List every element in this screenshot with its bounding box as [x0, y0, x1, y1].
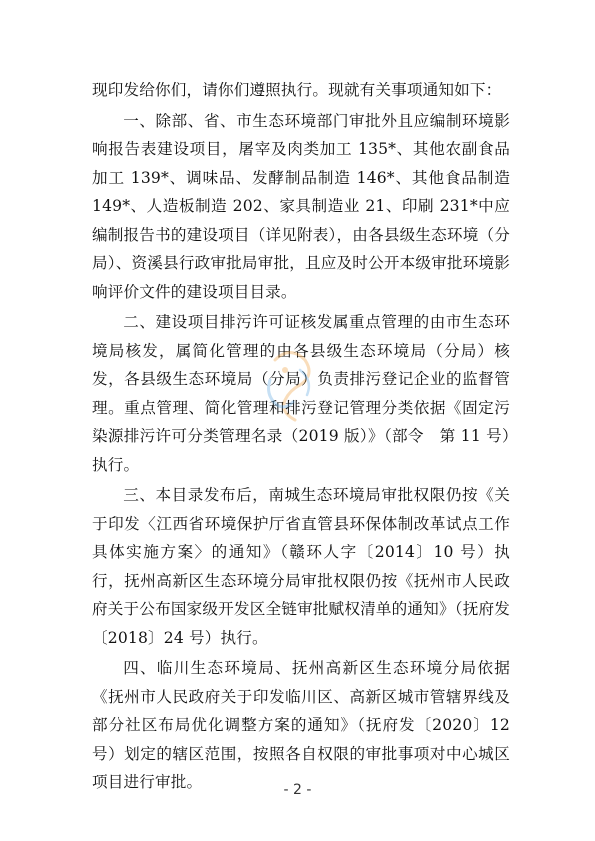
page-number: - 2 - — [283, 782, 312, 798]
paragraph-item-4: 四、临川生态环境局、抚州高新区生态环境分局依据《抚州市人民政府关于印发临川区、高新区城市管辖界线及部分社区布局优化调整方案的通知》（抚府发〔2020〕12 号）划定的辖区范围，按照各自权限的审批事项对中心城区项目进行审批。 — [92, 659, 510, 791]
paragraph-item-3: 三、本目录发布后，南城生态环境局审批权限仍按《关于印发〈江西省环境保护厅省直管县环保体制改革试点工作具体实施方案〉的通知》（赣环人字〔2014〕10 号）执行，抚州高新区生态环境分局审批权限仍按《抚州市人民政府关于公布国家级开发区全链审批赋权清单的通知》（抚府发〔2018〕24 号）执行。 — [92, 486, 510, 647]
paragraph-intro: 现印发给你们，请你们遵照执行。现就有关事项通知如下： — [92, 81, 502, 99]
paragraph-item-1: 一、除部、省、市生态环境部门审批外且应编制环境影响报告表建设项目，屠宰及肉类加工 135*、其他农副食品加工 139*、调味品、发酵制品制造 146*、其他食品制造 149*、人造板制造 202、家具制造业 21、印刷 231*中应编制报告书的建设项目（详见附表），由各县级生态环境（分局）、资溪县行政审批局审批，且应及时公开本级审批环境影响评价文件的建设项目目录。 — [92, 111, 510, 301]
body-text — [92, 76, 510, 799]
paragraph-item-2: 二、建设项目排污许可证核发属重点管理的由市生态环境局核发，属简化管理的由各县级生态环境局（分局）核发，各县级生态环境局（分局）负责排污登记企业的监督管理。重点管理、简化管理和排污登记管理分类依据《固定污染源排污许可分类管理名录（2019 版）》（部令 第 11 号）执行。 — [92, 313, 510, 474]
